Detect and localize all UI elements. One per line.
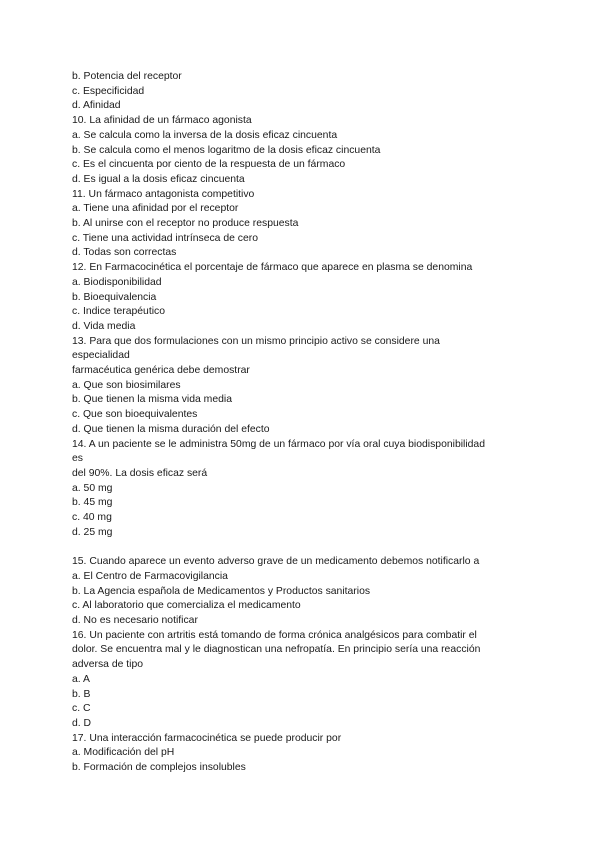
question-12: 12. En Farmacocinética el porcentaje de fármaco que aparece en plasma se denomina xyxy=(72,262,473,274)
text-line: d. Todas son correctas xyxy=(72,247,177,259)
text-line: b. La Agencia española de Medicamentos y Productos sanitarios xyxy=(72,585,371,597)
text-line: dolor. Se encuentra mal y le diagnostican una nefropatía. En principio sería una reacción xyxy=(72,644,481,656)
blank-line xyxy=(72,541,532,556)
text-line: a. Modificación del pH xyxy=(72,747,175,759)
text-line: d. Vida media xyxy=(72,320,136,332)
text-line: es xyxy=(72,453,83,465)
text-line: b. 45 mg xyxy=(72,497,113,509)
text-line: b. Que tienen la misma vida media xyxy=(72,394,232,406)
text-line: c. 40 mg xyxy=(72,512,112,524)
text-line: a. El Centro de Farmacovigilancia xyxy=(72,570,228,582)
text-line: a. Tiene una afinidad por el receptor xyxy=(72,203,239,215)
question-14: 14. A un paciente se le administra 50mg de un fármaco por vía oral cuya biodisponibilidad xyxy=(72,438,485,450)
text-line: d. D xyxy=(72,717,92,729)
text-line: c. Que son bioequivalentes xyxy=(72,409,198,421)
text-line: b. Se calcula como el menos logaritmo de la dosis eficaz cincuenta xyxy=(72,144,381,156)
text-line: b. Potencia del receptor xyxy=(72,71,182,82)
text-line: c. Indice terapéutico xyxy=(72,306,165,318)
text-line: d. Es igual a la dosis eficaz cincuenta xyxy=(72,173,245,185)
text-line: farmacéutica genérica debe demostrar xyxy=(72,365,250,377)
text-line: a. Biodisponibilidad xyxy=(72,276,162,288)
text-line: especialidad xyxy=(72,350,130,362)
question-16: 16. Un paciente con artritis está tomando de forma crónica analgésicos para combatir el xyxy=(72,629,477,641)
text-line: c. C xyxy=(72,703,91,715)
text-line: a. Que son biosimilares xyxy=(72,379,181,391)
text-line: del 90%. La dosis eficaz será xyxy=(72,467,208,479)
text-line: a. 50 mg xyxy=(72,482,113,494)
text-line: b. Formación de complejos insolubles xyxy=(72,762,246,774)
text-line: a. A xyxy=(72,673,90,685)
question-11: 11. Un fármaco antagonista competitivo xyxy=(72,188,255,200)
text-line: d. Que tienen la misma duración del efecto xyxy=(72,423,270,435)
text-line: b. Al unirse con el receptor no produce respuesta xyxy=(72,218,299,230)
text-line: c. Especificidad xyxy=(72,85,145,97)
text-line: c. Al laboratorio que comercializa el medicamento xyxy=(72,600,301,612)
text-line: d. No es necesario notificar xyxy=(72,615,198,626)
text-line: c. Es el cincuenta por ciento de la respuesta de un fármaco xyxy=(72,159,346,171)
question-13: 13. Para que dos formulaciones con un mismo principio activo se considere una xyxy=(72,335,440,347)
question-15: 15. Cuando aparece un evento adverso grave de un medicamento debemos notificarlo a xyxy=(72,556,480,568)
text-line: a. Se calcula como la inversa de la dosis eficaz cincuenta xyxy=(72,129,338,141)
question-10: 10. La afinidad de un fármaco agonista xyxy=(72,115,252,127)
text-line: d. 25 mg xyxy=(72,526,113,538)
text-line: b. Bioequivalencia xyxy=(72,291,157,303)
question-17: 17. Una interacción farmacocinética se puede producir por xyxy=(72,732,342,744)
text-line: c. Tiene una actividad intrínseca de cero xyxy=(72,232,258,244)
text-line: d. Afinidad xyxy=(72,100,121,112)
text-line: adversa de tipo xyxy=(72,659,144,671)
document-text xyxy=(72,70,532,776)
text-line: b. B xyxy=(72,688,91,700)
